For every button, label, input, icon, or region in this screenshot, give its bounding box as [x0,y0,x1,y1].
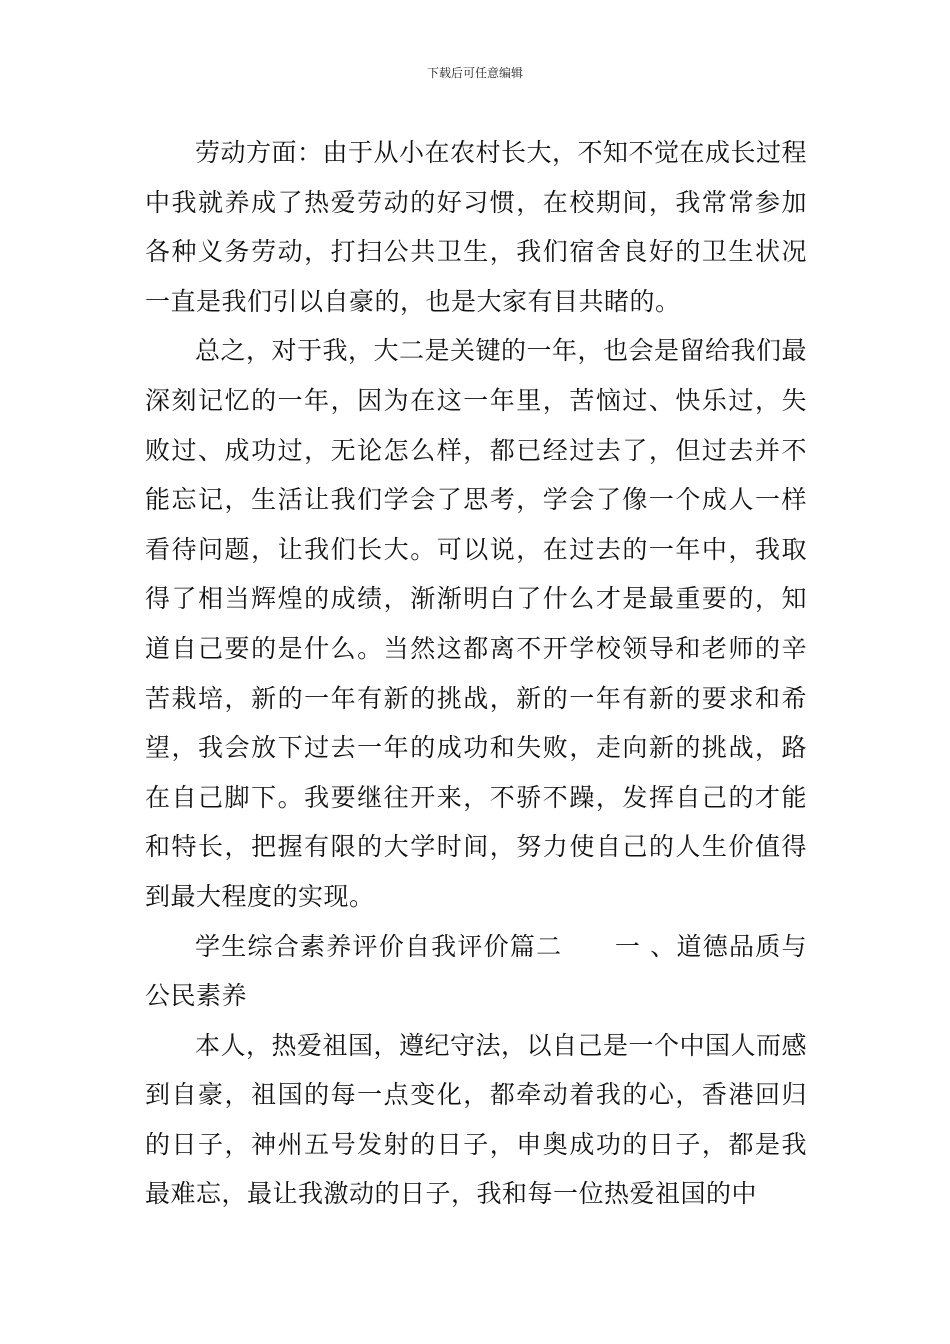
page-header: 下载后可任意编辑 [426,66,523,80]
paragraph-labor: 劳动方面：由于从小在农村长大，不知不觉在成长过程中我就养成了热爱劳动的好习惯，在校期间，我常常参加各种义务劳动，打扫公共卫生，我们宿舍良好的卫生状况一直是我们引以自豪的，也是大家有目共睹的。 [145,138,808,316]
section-heading: 学生综合素养评价自我评价篇二 一 、道德品质与公民素养 [145,931,807,1011]
document-body [145,128,807,1219]
paragraph-patriotism: 本人，热爱祖国，遵纪守法，以自己是一个中国人而感到自豪，祖国的每一点变化，都牵动着我的心，香港回归的日子，神州五号发射的日子，申奥成功的日子，都是我最难忘，最让我激动的日子，我和每一位热爱祖国的中 [145,1030,808,1209]
paragraph-summary: 总之，对于我，大二是关键的一年，也会是留给我们最深刻记忆的一年，因为在这一年里，苦恼过、快乐过，失败过、成功过，无论怎么样，都已经过去了，但过去并不能忘记，生活让我们学会了思考，学会了像一个成人一样看待问题，让我们长大。可以说，在过去的一年中，我取得了相当辉煌的成绩，渐渐明白了什么才是最重要的，知道自己要的是什么。当然这都离不开学校领导和老师的辛苦栽培，新的一年有新的挑战，新的一年有新的要求和希望，我会放下过去一年的成功和失败，走向新的挑战，路在自己脚下。我要继往开来，不骄不躁，发挥自己的才能和特长，把握有限的大学时间，努力使自己的人生价值得到最大程度的实现。 [145,336,808,911]
